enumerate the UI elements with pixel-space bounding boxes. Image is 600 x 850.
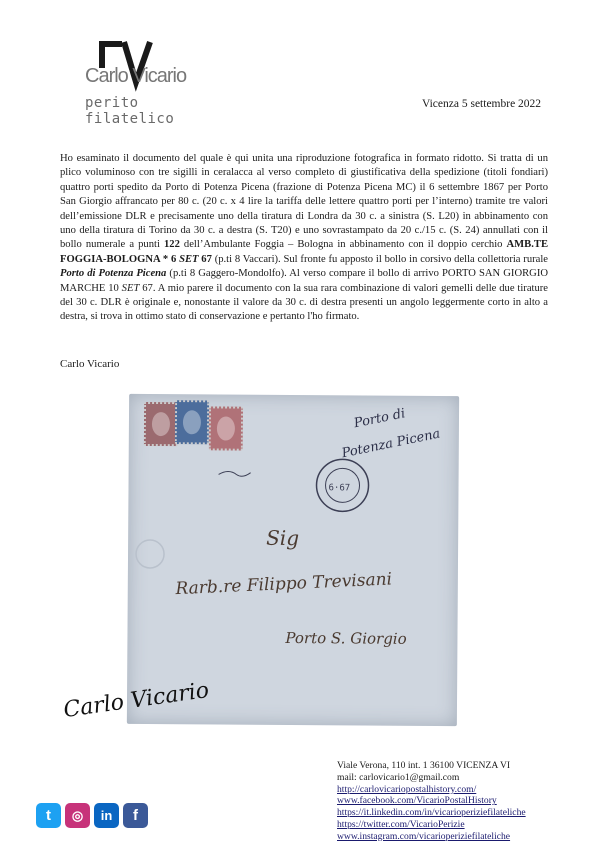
logo-subtitle: perito filatelico <box>85 95 175 127</box>
link-instagram[interactable]: www.instagram.com/vicarioperiziefilateliche <box>337 830 511 842</box>
link-twitter[interactable]: https://twitter.com/VicarioPerizie <box>337 818 465 830</box>
cursive-postmark-line2: Potenza Picena <box>340 426 442 462</box>
logo <box>76 38 236 127</box>
address-line-2: Rarb.re Filippo Trevisani <box>175 569 393 600</box>
instagram-icon[interactable]: ◎ <box>65 803 90 828</box>
contact-block <box>337 760 526 843</box>
cursive-postmark-line1: Porto di <box>352 406 407 432</box>
handwritten-signature: Carlo Vicario <box>61 677 211 724</box>
link-website[interactable]: http://carlovicariopostalhistory.com/ <box>337 783 477 795</box>
linkedin-icon[interactable]: in <box>94 803 119 828</box>
twitter-icon[interactable]: t <box>36 803 61 828</box>
link-linkedin[interactable]: https://it.linkedin.com/in/vicarioperiziefilateliche <box>337 807 526 819</box>
document-date: Vicenza 5 settembre 2022 <box>422 98 542 110</box>
svg-text:6·67: 6·67 <box>328 483 351 494</box>
link-facebook[interactable]: www.facebook.com/VicarioPostalHistory <box>337 795 497 807</box>
signer-name: Carlo Vicario <box>60 358 120 370</box>
cover-photo <box>127 394 459 726</box>
social-icons <box>36 803 148 828</box>
address-line-3: Porto S. Giorgio <box>285 628 407 648</box>
facebook-icon[interactable]: f <box>123 803 148 828</box>
email: mail: carlovicario1@gmail.com <box>337 771 460 783</box>
address-line-1: Sig <box>266 525 300 551</box>
certificate-text: Ho esaminato il documento del quale è qui unita una riproduzione fotografica in formato ridotto. Si tratta di un plico voluminoso con tre sigilli in ceralacca al verso completo di giustificativa della spedizione (titoli fondiari) quattro porti spedito da Porto di Potenza Picena (frazione di Potenza Picena MC) il 6 settembre 1867 per Porto San Giorgio affrancato per 80 c. (20 c. x 4 lire la tariffa delle lettere quattro porti per l’interno) tramite tre valori dell’emissione DLR e precisamente uno della tiratura di Londra da 30 c. a sinistra (S. L20) in abbinamento con uno della tiratura di Torino da 30 c. a destra (S. T20) e uno sovrastampato da 20 c./15 c. (S. 24) annullati con il bollo numerale a punti 122 dell’Ambulante Foggia – Bologna in abbinamento con il doppio cerchio AMB.TE FOGGIA-BOLOGNA * 6 SET 67 (p.ti 8 Vaccari). Sul fronte fu apposto il bollo in corsivo della collettoria rurale Porto di Potenza Picena (p.ti 8 Gaggero-Mondolfo). Al verso compare il bollo di arrivo PORTO SAN GIORGIO MARCHE 10 SET 67. A mio parere il documento con la sua rara combinazione di valori gemelli delle due tirature del 30 c. DLR è originale e, nonostante il valore da 30 c. di destra presenti un angolo leggermente corto in alto a destra, si trova in ottimo stato di conservazione e pertanto l'ho firmato. <box>60 153 549 323</box>
logo-name: Carlo Vicario <box>85 65 187 87</box>
street-address: Viale Verona, 110 int. 1 36100 VICENZA VI <box>337 760 511 771</box>
expert-mark <box>136 540 164 568</box>
pencil-mark <box>219 471 251 476</box>
cover-markings <box>127 394 459 726</box>
